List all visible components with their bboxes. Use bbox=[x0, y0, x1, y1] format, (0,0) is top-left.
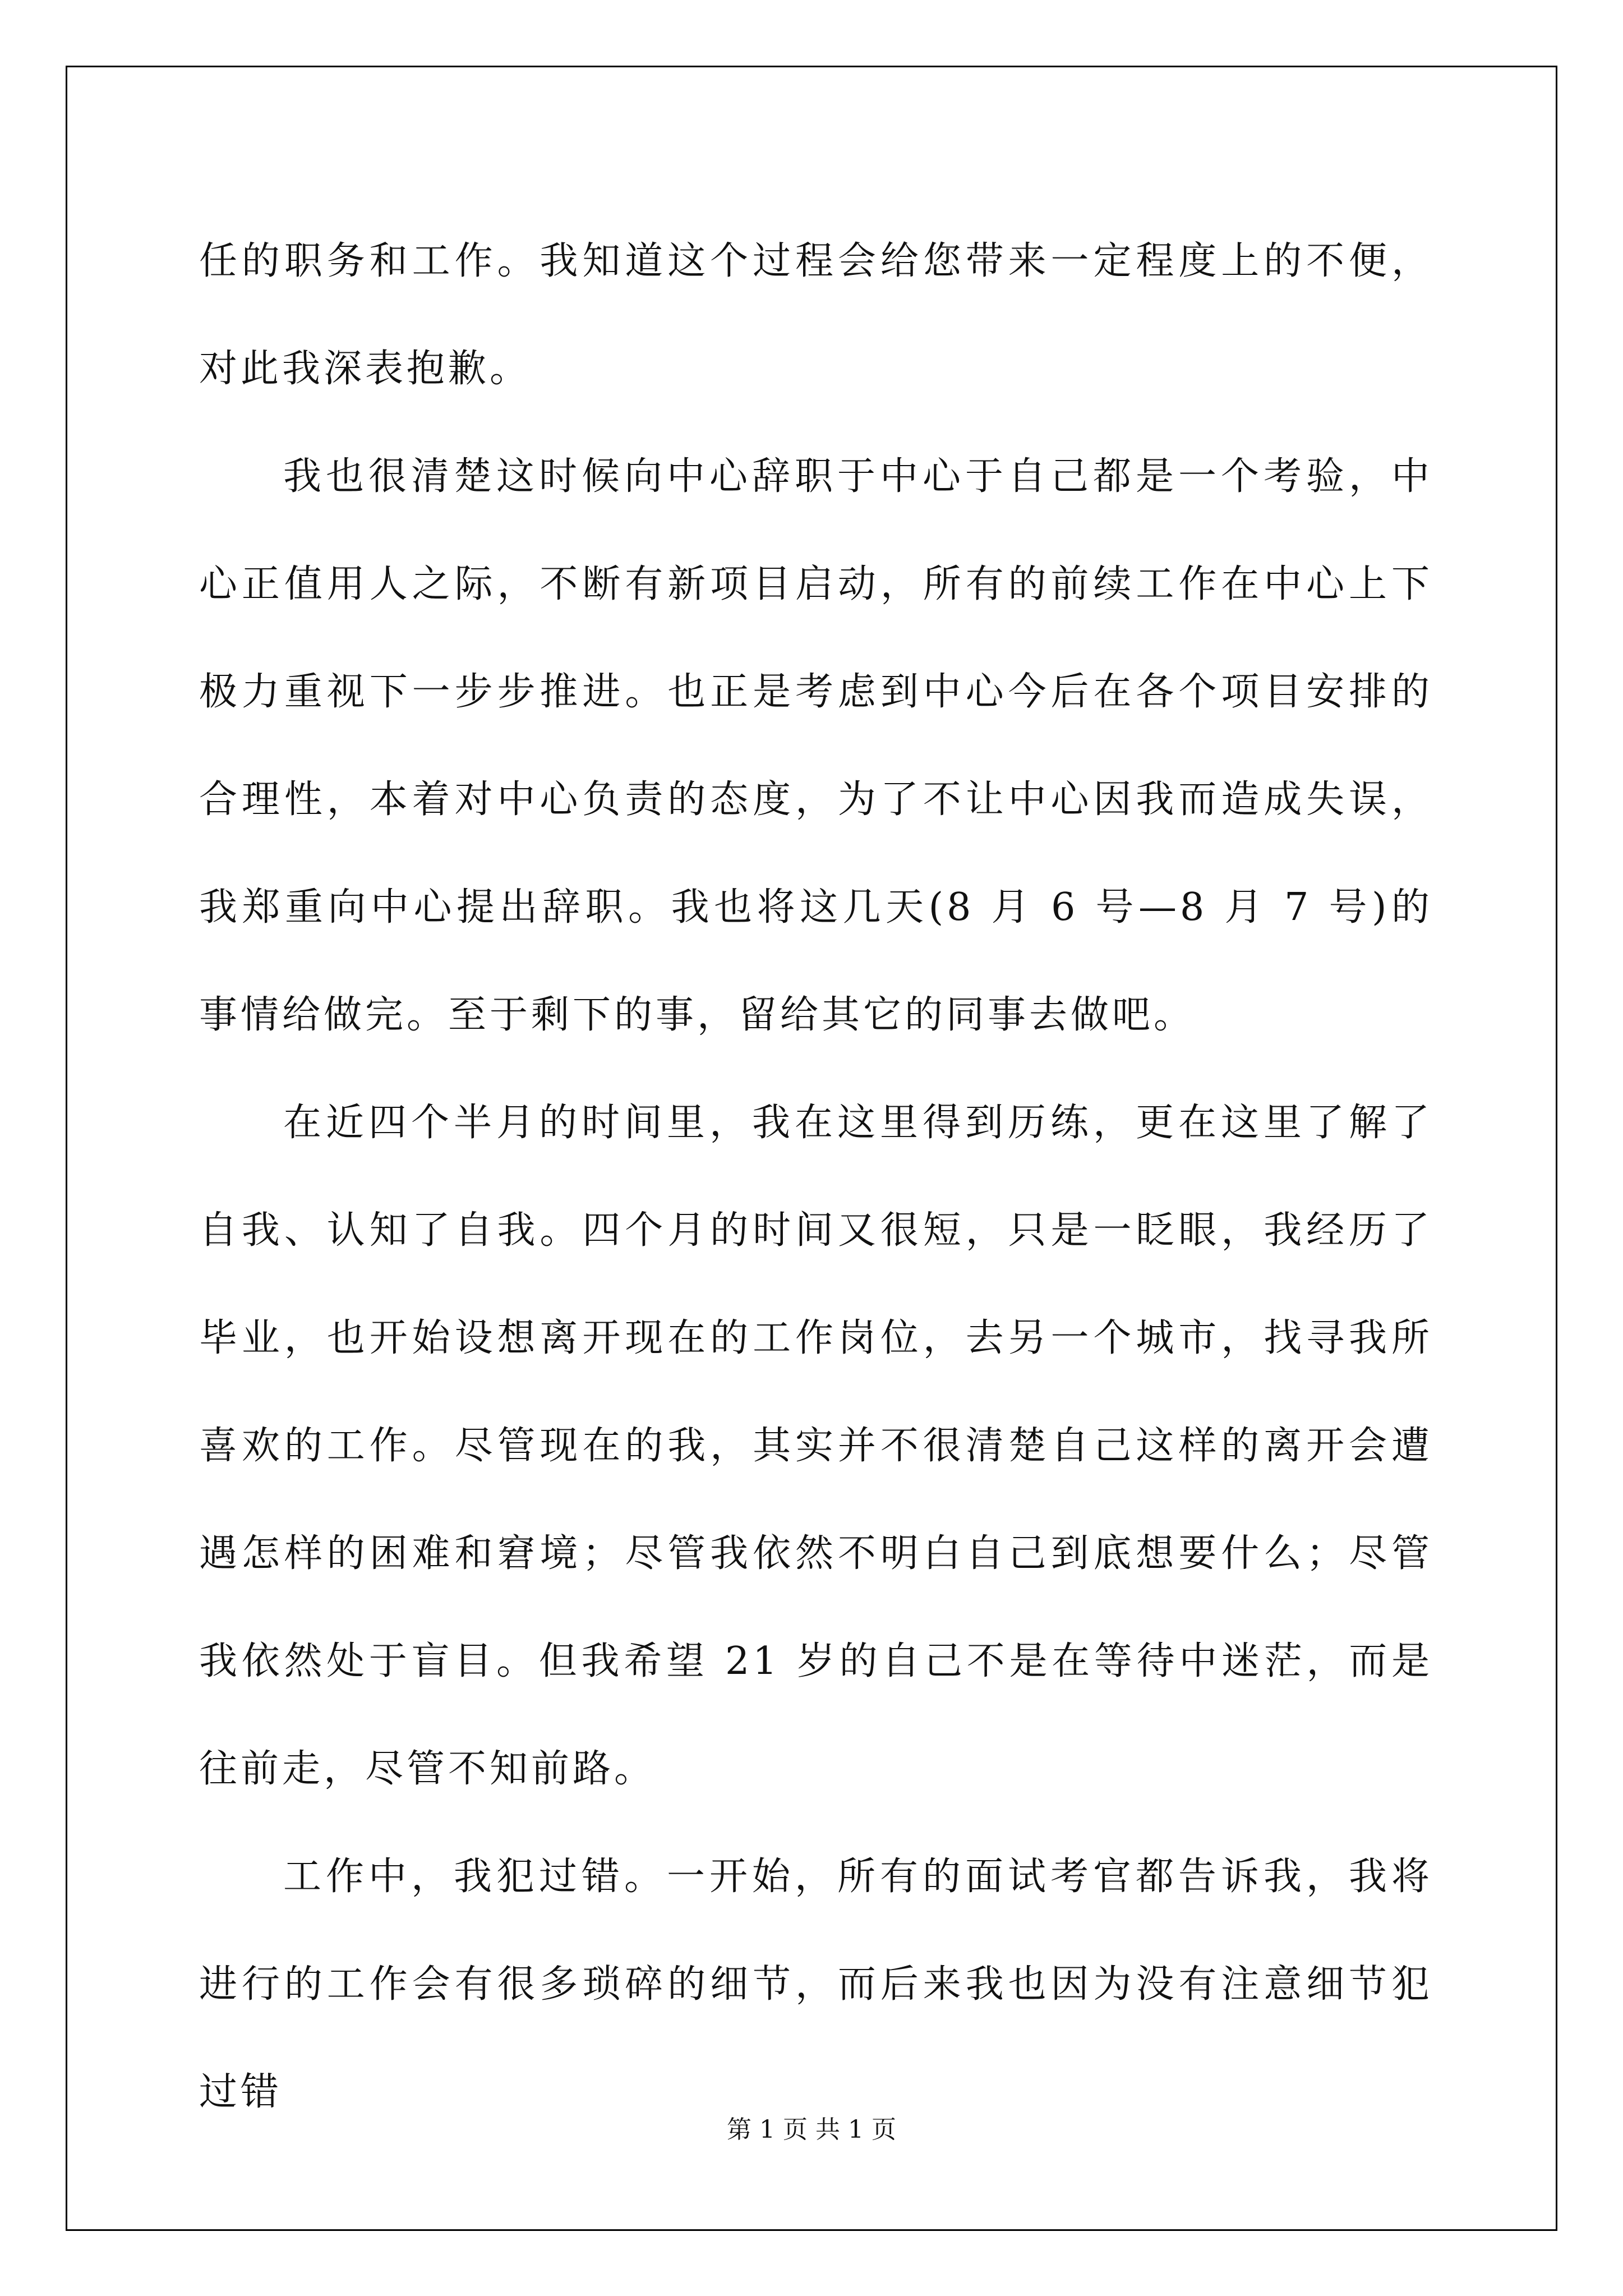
paragraph: 工作中，我犯过错。一开始，所有的面试考官都告诉我，我将进行的工作会有很多琐碎的细节，而后来我也因为没有注意细节犯过错 bbox=[199, 1855, 1433, 2114]
paragraph: 在近四个半月的时间里，我在这里得到历练，更在这里了解了自我、认知了自我。四个月的时间又很短，只是一眨眼，我经历了毕业，也开始设想离开现在的工作岗位，去另一个城市，找寻我所喜欢的工作。尽管现在的我，其实并不很清楚自己这样的离开会遭遇怎样的困难和窘境；尽管我依然不明白自己到底想要什么；尽管我依然处于盲目。但我希望 21 岁的自己不是在等待中迷茫，而是往前走，尽管不知前路。 bbox=[199, 1101, 1433, 1791]
paragraph-continuation: 任的职务和工作。我知道这个过程会给您带来一定程度上的不便，对此我深表抱歉。 bbox=[199, 239, 1433, 391]
document-body bbox=[199, 208, 1433, 2146]
paragraph: 我也很清楚这时候向中心辞职于中心于自己都是一个考验，中心正值用人之际，不断有新项目启动，所有的前续工作在中心上下极力重视下一步步推进。也正是考虑到中心今后在各个项目安排的合理性，本着对中心负责的态度，为了不让中心因我而造成失误，我郑重向中心提出辞职。我也将这几天(8 月 6 号—8 月 7 号)的事情给做完。至于剩下的事，留给其它的同事去做吧。 bbox=[199, 454, 1433, 1037]
page-number-footer: 第 1 页 共 1 页 bbox=[727, 2115, 896, 2144]
